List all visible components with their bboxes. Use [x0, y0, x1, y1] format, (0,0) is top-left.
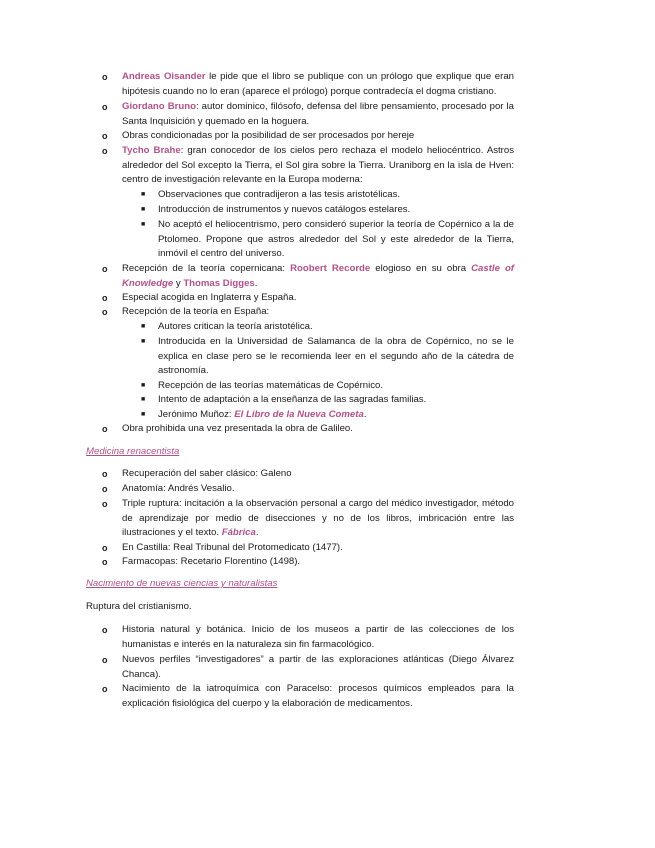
bullet: o	[102, 264, 108, 274]
bullet: o	[102, 293, 108, 303]
sub-list-item: No aceptó el heliocentrismo, pero consideró superior la teoría de Copérnico a la de Ptolomeo. Propone que astros alrededor del Sol y este alrededor de la Tierra, inmóvil el centro del universo.	[158, 219, 514, 260]
list-item: Andreas Oisander le pide que el libro se publique con un prólogo que explique que eran hipótesis cuando no lo eran (aparece el prólogo) porque contradecía el dogma cristiano.	[122, 71, 514, 97]
list-item: Triple ruptura: incitación a la observación personal a cargo del médico investigador, método de aprendizaje por medio de disecciones y no de los libros, imbricación entre las ilustraciones y el texto. Fábrica.	[122, 498, 514, 539]
list-item: Historia natural y botánica. Inicio de los museos a partir de las colecciones de los humanistas e interés en la naturaleza sin fin farmacológico.	[122, 624, 514, 650]
list-item: Giordano Bruno: autor dominico, filósofo, defensa del libre pensamiento, procesado por la Santa Inquisición y quemado en la hoguera.	[122, 101, 515, 127]
paragraph-ruptura: Ruptura del cristianismo.	[86, 601, 192, 612]
sub-bullet: ■	[141, 323, 146, 330]
title-libro-nueva-cometa: El Libro de la Nueva Cometa	[234, 409, 364, 420]
sub-bullet: ■	[141, 382, 146, 389]
name-recorde: Roobert Recorde	[290, 263, 371, 274]
bullet: o	[102, 72, 108, 82]
list-item: Tycho Brahe: gran conocedor de los cielos pero rechaza el modelo heliocéntrico. Astros alrededor del Sol excepto la Tierra, el Sol gira sobre la Tierra. Uraniborg en la isla de Hven: centro de investigación relevante en la Europa moderna:	[122, 145, 515, 186]
sub-list-item: Introducida en la Universidad de Salamanca de la obra de Copérnico, no se le explica en clase pero se le recomienda leer en el segundo año de la cátedra de astronomía.	[158, 336, 514, 377]
name-digges: Thomas Digges	[183, 277, 255, 289]
name-oisander: Andreas Oisander	[122, 71, 206, 82]
bullet: o	[102, 655, 108, 665]
list-item: Recuperación del saber clásico: Galeno	[122, 468, 292, 479]
bullet: o	[102, 499, 108, 509]
list-item: Recepción de la teoría en España:	[122, 306, 270, 317]
sub-list-item: Recepción de las teorías matemáticas de Copérnico.	[158, 380, 384, 391]
section-heading-nacimiento[interactable]: Nacimiento de nuevas ciencias y naturalistas	[86, 578, 278, 589]
sub-bullet: ■	[141, 411, 146, 418]
list-item: Nacimiento de la iatroquímica con Paracelso: procesos químicos empleados para la explicación fisiológica del cuerpo y la elaboración de medicamentos.	[122, 683, 514, 709]
bullet: o	[102, 543, 108, 553]
name-tycho: Tycho Brahe	[122, 145, 181, 156]
sub-list-item: Autores critican la teoría aristotélica.	[158, 321, 313, 332]
list-item: Especial acogida en Inglaterra y España.	[122, 292, 297, 303]
title-fabrica: Fábrica	[221, 527, 256, 539]
list-item: Nuevos perfiles “investigadores” a partir de las exploraciones atlánticas (Diego Álvarez Chanca).	[122, 654, 514, 680]
list-item: En Castilla: Real Tribunal del Protomedicato (1477).	[122, 542, 343, 553]
bullet: o	[102, 424, 108, 434]
bullet: o	[102, 684, 108, 694]
list-item: Anatomía: Andrés Vesalio.	[122, 483, 235, 494]
sub-list-item: Introducción de instrumentos y nuevos catálogos estelares.	[158, 204, 411, 215]
list-item: Obra prohibida una vez presentada la obra de Galileo.	[122, 423, 353, 434]
section-heading-medicina[interactable]: Medicina renacentista	[86, 446, 180, 457]
name-bruno: Giordano Bruno	[122, 101, 196, 112]
bullet: o	[102, 307, 108, 317]
bullet: o	[102, 146, 108, 156]
bullet: o	[102, 625, 108, 635]
bullet: o	[102, 469, 108, 479]
bullet: o	[102, 102, 108, 112]
sub-bullet: ■	[141, 338, 146, 345]
sub-bullet: ■	[141, 221, 146, 228]
bullet: o	[102, 131, 108, 141]
sub-list-item: Jerónimo Muñoz: El Libro de la Nueva Cometa.	[158, 409, 367, 420]
sub-bullet: ■	[141, 206, 146, 213]
bullet: o	[102, 484, 108, 494]
sub-bullet: ■	[141, 191, 146, 198]
list-item: Farmacopas: Recetario Florentino (1498).	[122, 556, 301, 567]
sub-list-item: Intento de adaptación a la enseñanza de las sagradas familias.	[158, 394, 427, 405]
title-castle-of-knowledge: Castle of Knowledge	[122, 263, 514, 289]
list-item: Recepción de la teoría copernicana: Roobert Recorde elogioso en su obra Castle of Knowledge y Thomas Digges.	[122, 263, 514, 289]
sub-list-item: Observaciones que contradijeron a las tesis aristotélicas.	[158, 189, 401, 200]
sub-bullet: ■	[141, 396, 146, 403]
list-item: Obras condicionadas por la posibilidad de ser procesados por hereje	[122, 130, 415, 141]
bullet: o	[102, 557, 108, 567]
